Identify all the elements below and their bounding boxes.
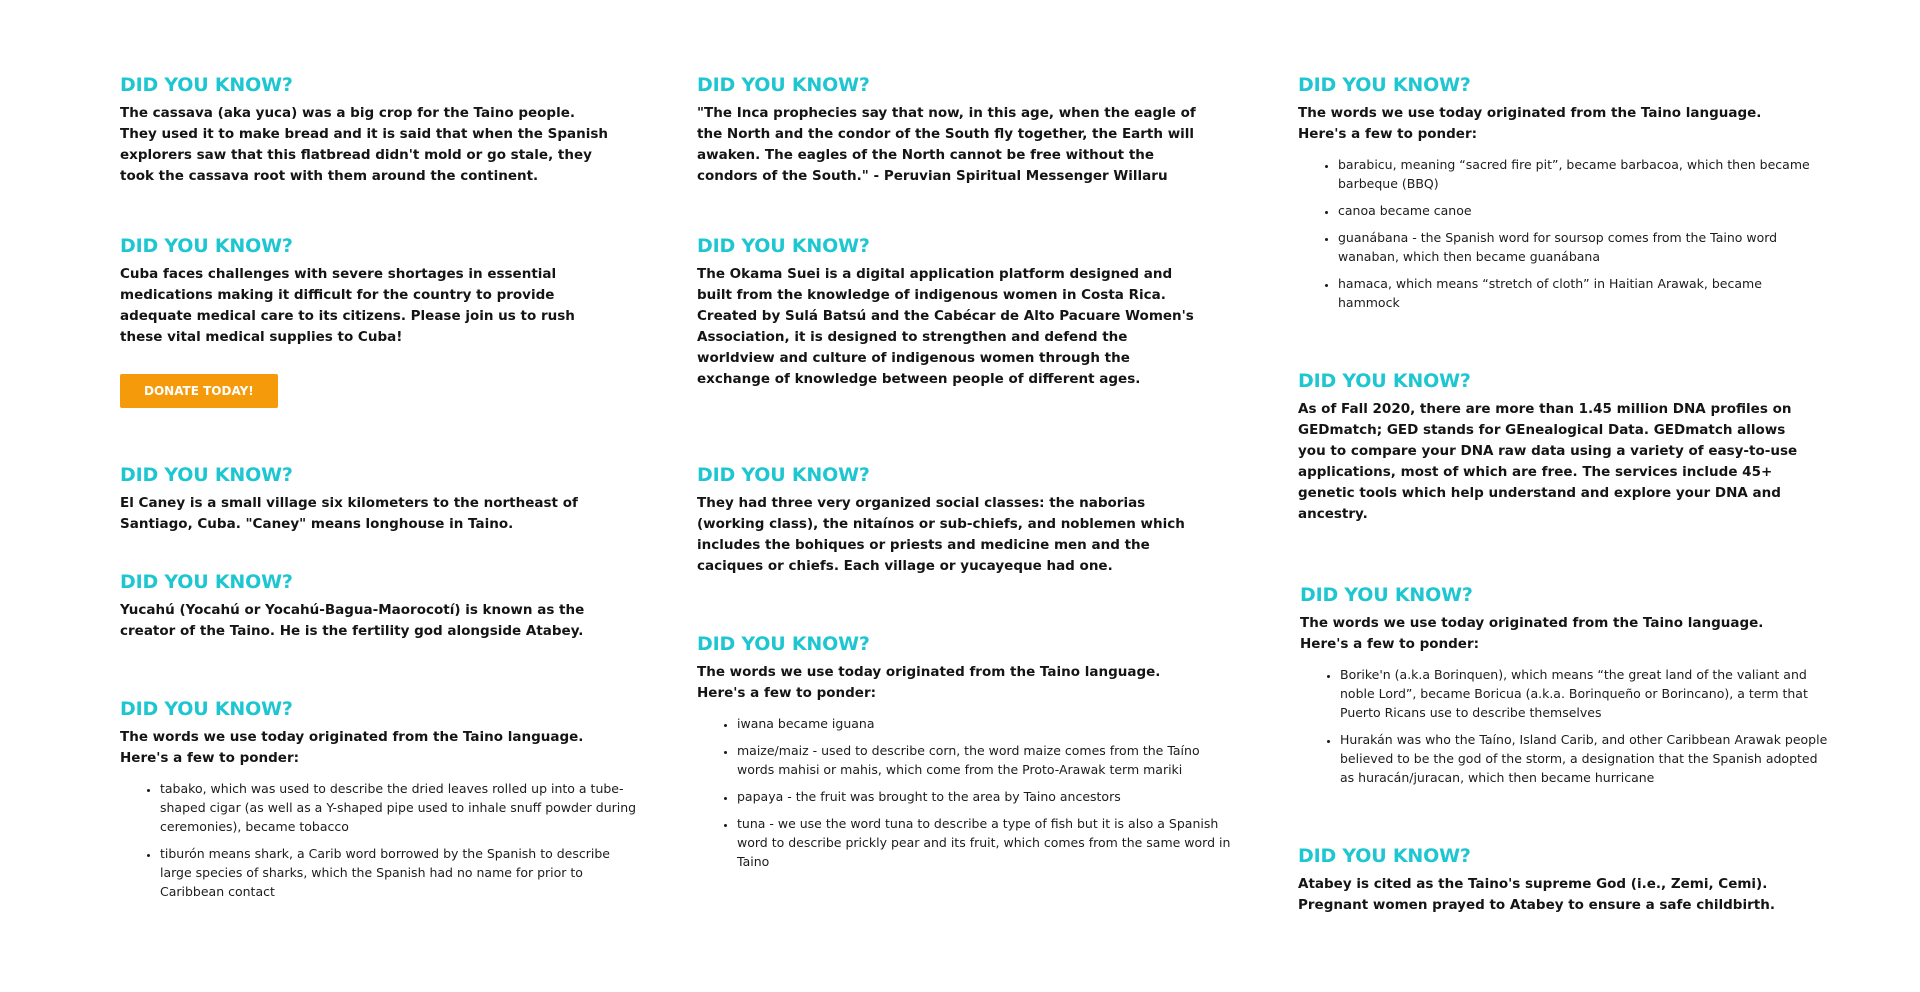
card-heading: DID YOU KNOW?: [697, 633, 870, 655]
list-item: • hamaca, which means “stretch of cloth” in Haitian Arawak, became hammock: [1338, 274, 1818, 312]
list-item: • barabicu, meaning “sacred fire pit”, became barbacoa, which then became barbeque (BBQ): [1338, 155, 1818, 193]
card-taino-words-4: [1300, 584, 1830, 795]
list-item: • papaya - the fruit was brought to the area by Taino ancestors: [737, 787, 1237, 806]
card-social-classes: [697, 464, 1187, 577]
card-text: El Caney is a small village six kilometers to the northeast of Santiago, Cuba. "Caney" means longhouse in Taino.: [120, 495, 578, 532]
card-text: Cuba faces challenges with severe shortages in essential medications making it difficult for the country to provide adequate medical care to its citizens. Please join us to rush these vital medical supplies to Cuba!: [120, 266, 575, 345]
card-atabey: [1298, 845, 1798, 916]
card-text: "The Inca prophecies say that now, in this age, when the eagle of the North and the condor of the South fly together, the Earth will awaken. The eagles of the North cannot be free without the condors of the South." - Peruvian Spiritual Messenger Willaru: [697, 105, 1196, 184]
donate-button[interactable]: DONATE TODAY!: [120, 374, 278, 408]
list-item: • tuna - we use the word tuna to describe a type of fish but it is also a Spanish word to describe prickly pear and its fruit, which comes from the same word in Taino: [737, 814, 1237, 871]
word-list: [697, 714, 1237, 871]
card-heading: DID YOU KNOW?: [697, 464, 870, 486]
card-cuba-medical: [120, 235, 610, 408]
card-el-caney: [120, 464, 590, 535]
card-intro: [697, 662, 1237, 704]
card-text: Yucahú (Yocahú or Yocahú-Bagua-Maorocotí) is known as the creator of the Taino. He is the fertility god alongside Atabey.: [120, 602, 585, 639]
card-intro-line: Here's a few to ponder:: [120, 750, 300, 766]
card-heading: DID YOU KNOW?: [697, 235, 870, 257]
card-text: The cassava (aka yuca) was a big crop for the Taino people. They used it to make bread and it is said that when the Spanish explorers saw that this flatbread didn't mold or go stale, they took the cassava root with them around the continent.: [120, 105, 608, 184]
card-cassava: [120, 74, 610, 187]
card-intro-line: Here's a few to ponder:: [697, 685, 877, 701]
card-intro: [120, 727, 640, 769]
card-heading: DID YOU KNOW?: [697, 74, 870, 96]
list-item: • guanábana - the Spanish word for soursop comes from the Taino word wanaban, which then became guanábana: [1338, 228, 1818, 266]
card-text: They had three very organized social classes: the naborias (working class), the nitaínos or sub-chiefs, and noblemen which includes the bohiques or priests and medicine men and the caciques or chiefs. Each village or yucayeque had one.: [697, 495, 1185, 574]
card-intro: [1298, 103, 1818, 145]
card-heading: DID YOU KNOW?: [120, 571, 293, 593]
card-yucahu: [120, 571, 610, 642]
card-intro-line: The words we use today originated from the Taino language.: [1298, 105, 1762, 121]
card-text: The Okama Suei is a digital application platform designed and built from the knowledge of indigenous women in Costa Rica. Created by Sulá Batsú and the Cabécar de Alto Pacuare Women's Association, it is designed to strengthen and defend the worldview and culture of indigenous women through the exchange of knowledge between people of different ages.: [697, 266, 1194, 387]
card-heading: DID YOU KNOW?: [1300, 584, 1473, 606]
card-taino-words-2: [697, 633, 1237, 879]
list-item: • maize/maiz - used to describe corn, the word maize comes from the Taíno words mahisi or mahis, which come from the Proto-Arawak term mariki: [737, 741, 1237, 779]
list-item: • canoa became canoe: [1338, 201, 1818, 220]
card-heading: DID YOU KNOW?: [1298, 370, 1471, 392]
card-heading: DID YOU KNOW?: [1298, 845, 1471, 867]
card-heading: DID YOU KNOW?: [120, 698, 293, 720]
card-intro-line: The words we use today originated from the Taino language.: [120, 729, 584, 745]
card-okama-suei: [697, 235, 1197, 390]
list-item: • Hurakán was who the Taíno, Island Carib, and other Caribbean Arawak people believed to be the god of the storm, a designation that the Spanish adopted as huracán/juracan, which then became hurricane: [1340, 730, 1830, 787]
card-heading: DID YOU KNOW?: [120, 235, 293, 257]
list-item: • tiburón means shark, a Carib word borrowed by the Spanish to describe large species of sharks, which the Spanish had no name for prior to Caribbean contact: [160, 844, 640, 901]
card-inca-prophecy: [697, 74, 1197, 187]
card-gedmatch: [1298, 370, 1798, 525]
card-intro-line: Here's a few to ponder:: [1300, 636, 1480, 652]
word-list: [1298, 155, 1818, 312]
list-item: • tabako, which was used to describe the dried leaves rolled up into a tube-shaped cigar (as well as a Y-shaped pipe used to inhale snuff powder during ceremonies), became tobacco: [160, 779, 640, 836]
card-intro-line: The words we use today originated from the Taino language.: [697, 664, 1161, 680]
card-heading: DID YOU KNOW?: [120, 464, 293, 486]
card-text: Atabey is cited as the Taino's supreme God (i.e., Zemi, Cemi). Pregnant women prayed to Atabey to ensure a safe childbirth.: [1298, 876, 1775, 913]
word-list: [1300, 665, 1830, 787]
card-heading: DID YOU KNOW?: [120, 74, 293, 96]
card-taino-words-3: [1298, 74, 1818, 320]
word-list: [120, 779, 640, 901]
card-taino-words-1: [120, 698, 640, 909]
card-intro: [1300, 613, 1830, 655]
list-item: • iwana became iguana: [737, 714, 1237, 733]
card-heading: DID YOU KNOW?: [1298, 74, 1471, 96]
card-intro-line: The words we use today originated from the Taino language.: [1300, 615, 1764, 631]
list-item: • Borike'n (a.k.a Borinquen), which means “the great land of the valiant and noble Lord”, became Boricua (a.k.a. Borinqueño or Borincano), a term that Puerto Ricans use to describe themselves: [1340, 665, 1830, 722]
card-text: As of Fall 2020, there are more than 1.45 million DNA profiles on GEDmatch; GED stands for GEnealogical Data. GEDmatch allows you to compare your DNA raw data using a variety of easy-to-use applications, most of which are free. The services include 45+ genetic tools which help understand and explore your DNA and ancestry.: [1298, 401, 1798, 522]
card-intro-line: Here's a few to ponder:: [1298, 126, 1478, 142]
